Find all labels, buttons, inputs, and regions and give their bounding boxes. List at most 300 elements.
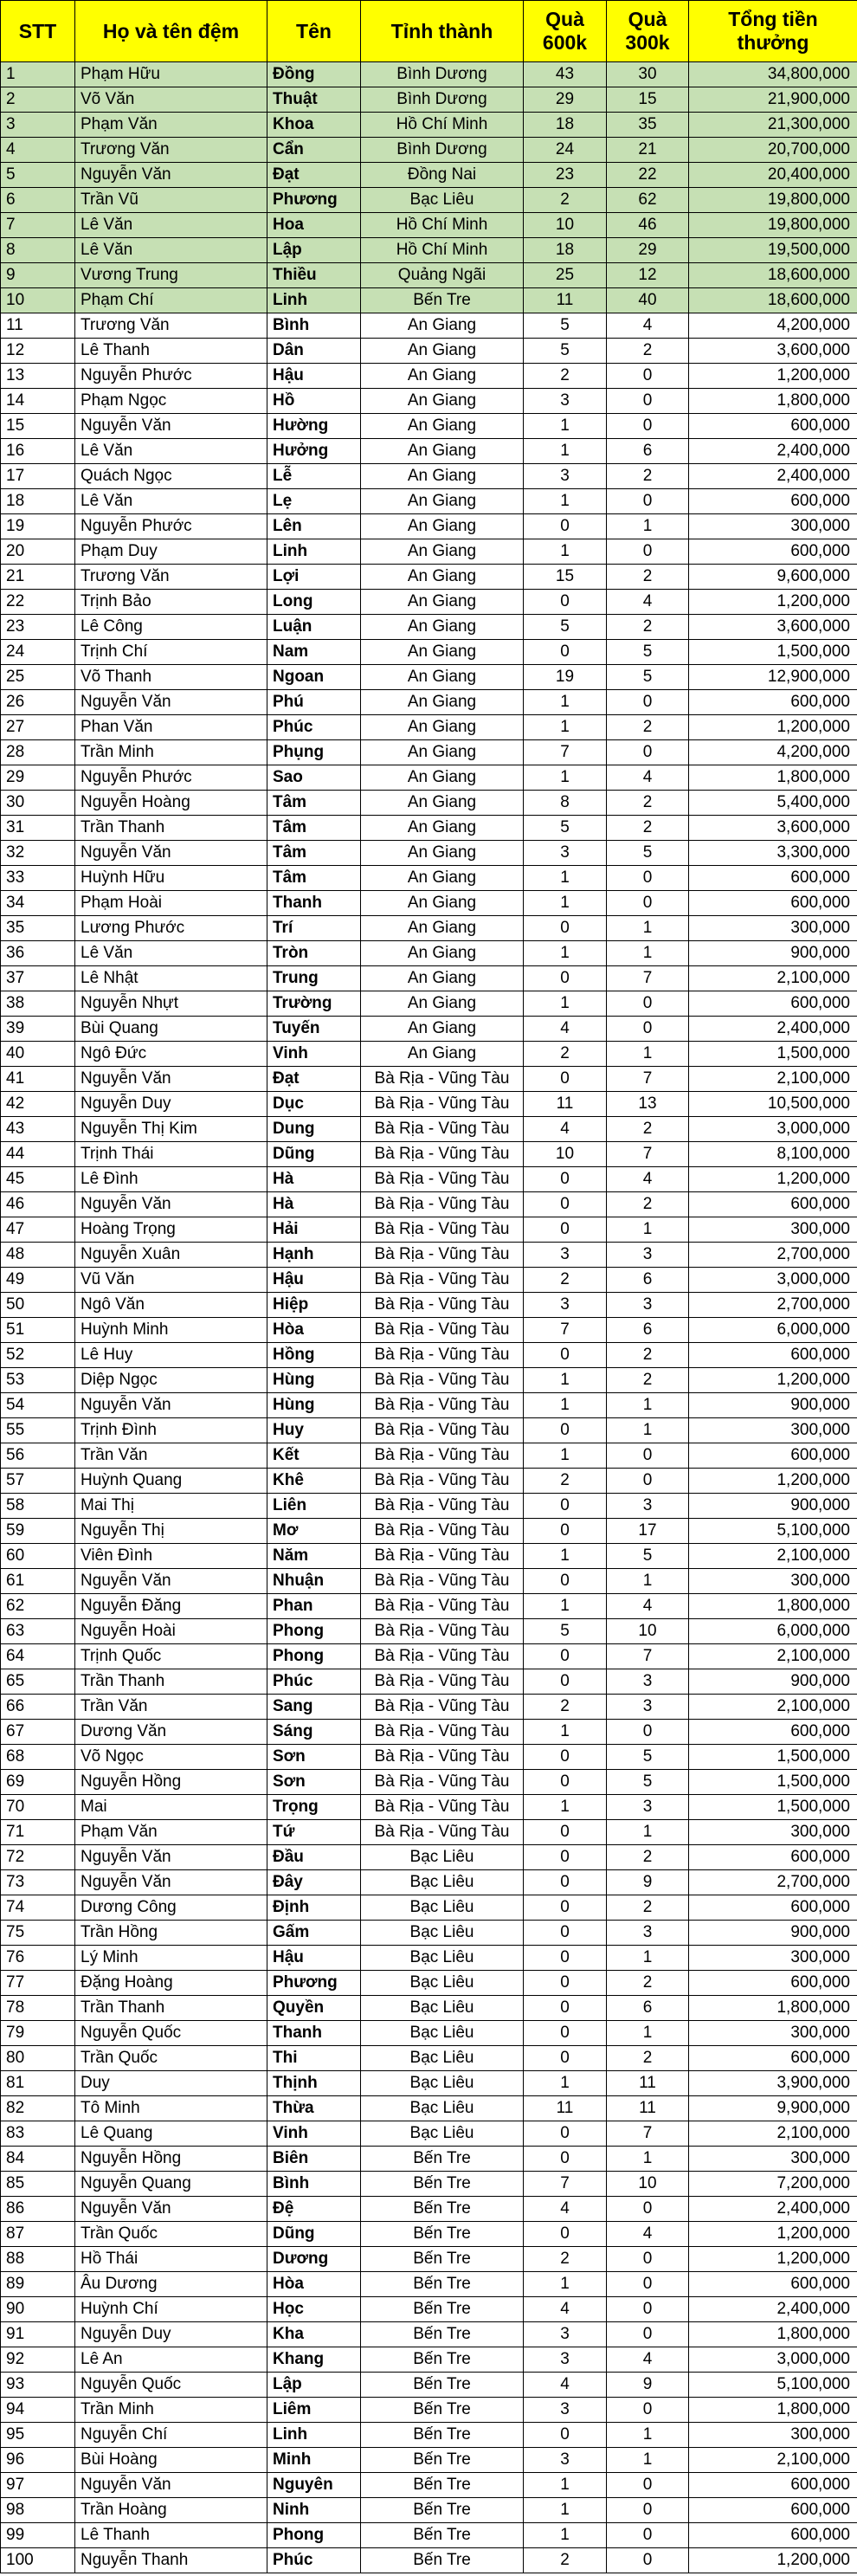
cell-gift-300k: 35 <box>607 113 689 138</box>
cell-stt: 64 <box>1 1644 75 1669</box>
cell-total-reward: 20,700,000 <box>689 138 857 163</box>
cell-gift-300k: 2 <box>607 1971 689 1996</box>
cell-middle-name: Viên Đình <box>75 1544 267 1569</box>
cell-total-reward: 2,100,000 <box>689 1644 857 1669</box>
cell-total-reward: 600,000 <box>689 2498 857 2523</box>
table-row <box>1 87 857 113</box>
cell-middle-name: Phạm Hữu <box>75 62 267 87</box>
cell-middle-name: Trần Văn <box>75 1443 267 1469</box>
cell-middle-name: Trịnh Đình <box>75 1418 267 1443</box>
cell-total-reward: 2,100,000 <box>689 1067 857 1092</box>
cell-first-name: Long <box>267 590 361 615</box>
cell-stt: 51 <box>1 1318 75 1343</box>
cell-middle-name: Trần Hoàng <box>75 2498 267 2523</box>
cell-middle-name: Nguyễn Thanh <box>75 2548 267 2573</box>
cell-middle-name: Nguyễn Văn <box>75 2197 267 2222</box>
table-row <box>1 2021 857 2046</box>
cell-total-reward: 900,000 <box>689 1494 857 1519</box>
cell-province: An Giang <box>361 414 524 439</box>
cell-gift-600k: 11 <box>524 1092 607 1117</box>
cell-total-reward: 2,400,000 <box>689 2197 857 2222</box>
cell-gift-300k: 0 <box>607 1720 689 1745</box>
cell-middle-name: Hồ Thái <box>75 2247 267 2272</box>
header-gift-300k: Quà 300k <box>607 1 689 62</box>
cell-gift-600k: 1 <box>524 439 607 464</box>
cell-middle-name: Huỳnh Minh <box>75 1318 267 1343</box>
cell-province: Bà Rịa - Vũng Tàu <box>361 1243 524 1268</box>
table-row <box>1 1519 857 1544</box>
cell-middle-name: Nguyễn Văn <box>75 1067 267 1092</box>
cell-gift-600k: 1 <box>524 539 607 565</box>
cell-gift-600k: 0 <box>524 1921 607 1946</box>
cell-middle-name: Phạm Văn <box>75 1820 267 1845</box>
cell-total-reward: 900,000 <box>689 941 857 966</box>
cell-province: Bến Tre <box>361 2423 524 2448</box>
cell-stt: 57 <box>1 1469 75 1494</box>
cell-province: Bạc Liêu <box>361 1895 524 1921</box>
cell-province: Bến Tre <box>361 288 524 313</box>
cell-province: Bà Rịa - Vũng Tàu <box>361 1343 524 1368</box>
table-row <box>1 1870 857 1895</box>
cell-first-name: Linh <box>267 2423 361 2448</box>
cell-stt: 40 <box>1 1042 75 1067</box>
cell-gift-600k: 2 <box>524 2548 607 2573</box>
cell-first-name: Kết <box>267 1443 361 1469</box>
cell-first-name: Lên <box>267 514 361 539</box>
table-row <box>1 891 857 916</box>
cell-stt: 84 <box>1 2147 75 2172</box>
cell-stt: 11 <box>1 313 75 339</box>
cell-province: Bạc Liêu <box>361 1996 524 2021</box>
table-row <box>1 1921 857 1946</box>
cell-middle-name: Trần Quốc <box>75 2046 267 2071</box>
cell-province: Bến Tre <box>361 2272 524 2297</box>
cell-middle-name: Võ Văn <box>75 87 267 113</box>
cell-gift-300k: 3 <box>607 1921 689 1946</box>
cell-gift-300k: 10 <box>607 2172 689 2197</box>
table-row <box>1 138 857 163</box>
cell-province: Bà Rịa - Vũng Tàu <box>361 1167 524 1192</box>
table-row <box>1 2096 857 2121</box>
table-row <box>1 2222 857 2247</box>
cell-gift-300k: 1 <box>607 916 689 941</box>
cell-province: An Giang <box>361 364 524 389</box>
cell-gift-600k: 1 <box>524 1795 607 1820</box>
cell-total-reward: 2,400,000 <box>689 464 857 489</box>
cell-middle-name: Diệp Ngọc <box>75 1368 267 1393</box>
cell-middle-name: Võ Thanh <box>75 665 267 690</box>
cell-stt: 25 <box>1 665 75 690</box>
cell-province: Bà Rịa - Vũng Tàu <box>361 1418 524 1443</box>
cell-first-name: Thừa <box>267 2096 361 2121</box>
cell-gift-300k: 30 <box>607 62 689 87</box>
cell-total-reward: 21,900,000 <box>689 87 857 113</box>
cell-gift-600k: 0 <box>524 1494 607 1519</box>
cell-stt: 62 <box>1 1594 75 1619</box>
cell-first-name: Sao <box>267 765 361 791</box>
cell-gift-300k: 0 <box>607 389 689 414</box>
table-row <box>1 1167 857 1192</box>
cell-gift-300k: 7 <box>607 2121 689 2147</box>
cell-first-name: Hiệp <box>267 1293 361 1318</box>
cell-stt: 8 <box>1 238 75 263</box>
cell-gift-600k: 3 <box>524 2398 607 2423</box>
cell-gift-600k: 0 <box>524 2121 607 2147</box>
table-row <box>1 339 857 364</box>
cell-gift-300k: 2 <box>607 464 689 489</box>
cell-first-name: Thanh <box>267 891 361 916</box>
cell-first-name: Tứ <box>267 1820 361 1845</box>
table-row <box>1 1192 857 1217</box>
cell-stt: 41 <box>1 1067 75 1092</box>
cell-middle-name: Lê Văn <box>75 439 267 464</box>
cell-gift-600k: 4 <box>524 1117 607 1142</box>
cell-total-reward: 600,000 <box>689 891 857 916</box>
cell-province: Bến Tre <box>361 2172 524 2197</box>
cell-gift-300k: 0 <box>607 2322 689 2347</box>
cell-first-name: Phong <box>267 1644 361 1669</box>
cell-gift-600k: 5 <box>524 615 607 640</box>
cell-total-reward: 5,400,000 <box>689 791 857 816</box>
table-row <box>1 966 857 991</box>
cell-stt: 44 <box>1 1142 75 1167</box>
table-row <box>1 1569 857 1594</box>
cell-first-name: Trường <box>267 991 361 1017</box>
cell-middle-name: Phạm Chí <box>75 288 267 313</box>
cell-gift-300k: 3 <box>607 1795 689 1820</box>
cell-total-reward: 600,000 <box>689 1971 857 1996</box>
cell-total-reward: 19,500,000 <box>689 238 857 263</box>
cell-province: An Giang <box>361 991 524 1017</box>
cell-gift-600k: 4 <box>524 2373 607 2398</box>
cell-middle-name: Trần Minh <box>75 740 267 765</box>
table-row <box>1 2297 857 2322</box>
table-row <box>1 1243 857 1268</box>
cell-stt: 27 <box>1 715 75 740</box>
cell-total-reward: 1,200,000 <box>689 2222 857 2247</box>
table-row <box>1 539 857 565</box>
cell-province: Bến Tre <box>361 2322 524 2347</box>
cell-province: Bà Rịa - Vũng Tàu <box>361 1268 524 1293</box>
cell-first-name: Hoa <box>267 213 361 238</box>
table-row <box>1 615 857 640</box>
table-row <box>1 941 857 966</box>
cell-province: An Giang <box>361 941 524 966</box>
cell-gift-600k: 2 <box>524 1042 607 1067</box>
cell-first-name: Vinh <box>267 1042 361 1067</box>
table-row <box>1 1318 857 1343</box>
cell-total-reward: 2,100,000 <box>689 1544 857 1569</box>
cell-province: Bến Tre <box>361 2297 524 2322</box>
cell-first-name: Hòa <box>267 2272 361 2297</box>
table-row <box>1 1820 857 1845</box>
cell-stt: 92 <box>1 2347 75 2373</box>
cell-gift-300k: 7 <box>607 966 689 991</box>
cell-stt: 65 <box>1 1669 75 1695</box>
cell-middle-name: Nguyễn Văn <box>75 163 267 188</box>
cell-total-reward: 2,700,000 <box>689 1243 857 1268</box>
cell-gift-300k: 3 <box>607 1669 689 1695</box>
cell-province: An Giang <box>361 389 524 414</box>
cell-stt: 23 <box>1 615 75 640</box>
cell-gift-300k: 4 <box>607 590 689 615</box>
cell-stt: 2 <box>1 87 75 113</box>
cell-middle-name: Dương Công <box>75 1895 267 1921</box>
cell-total-reward: 600,000 <box>689 690 857 715</box>
cell-first-name: Đạt <box>267 1067 361 1092</box>
cell-gift-300k: 0 <box>607 1469 689 1494</box>
cell-total-reward: 600,000 <box>689 1720 857 1745</box>
cell-middle-name: Quách Ngọc <box>75 464 267 489</box>
cell-province: An Giang <box>361 1017 524 1042</box>
cell-gift-600k: 0 <box>524 1519 607 1544</box>
cell-total-reward: 2,700,000 <box>689 1293 857 1318</box>
cell-stt: 3 <box>1 113 75 138</box>
cell-province: Bà Rịa - Vũng Tàu <box>361 1469 524 1494</box>
cell-middle-name: Nguyễn Văn <box>75 1192 267 1217</box>
table-row <box>1 1393 857 1418</box>
cell-province: Quảng Ngãi <box>361 263 524 288</box>
cell-stt: 46 <box>1 1192 75 1217</box>
cell-middle-name: Vũ Văn <box>75 1268 267 1293</box>
cell-gift-300k: 3 <box>607 1293 689 1318</box>
cell-gift-600k: 0 <box>524 1820 607 1845</box>
cell-total-reward: 2,400,000 <box>689 1017 857 1042</box>
cell-province: Hồ Chí Minh <box>361 213 524 238</box>
cell-gift-300k: 12 <box>607 263 689 288</box>
cell-gift-300k: 2 <box>607 1895 689 1921</box>
table-row <box>1 1544 857 1569</box>
cell-gift-600k: 0 <box>524 1669 607 1695</box>
cell-gift-600k: 0 <box>524 640 607 665</box>
table-row <box>1 565 857 590</box>
cell-stt: 78 <box>1 1996 75 2021</box>
cell-total-reward: 2,100,000 <box>689 2121 857 2147</box>
cell-stt: 97 <box>1 2473 75 2498</box>
cell-stt: 14 <box>1 389 75 414</box>
cell-province: An Giang <box>361 715 524 740</box>
table-row <box>1 1343 857 1368</box>
cell-gift-600k: 1 <box>524 2071 607 2096</box>
cell-first-name: Tâm <box>267 816 361 841</box>
table-row <box>1 2322 857 2347</box>
cell-middle-name: Âu Dương <box>75 2272 267 2297</box>
cell-province: Bà Rịa - Vũng Tàu <box>361 1293 524 1318</box>
cell-total-reward: 300,000 <box>689 514 857 539</box>
cell-gift-300k: 1 <box>607 1569 689 1594</box>
cell-province: An Giang <box>361 615 524 640</box>
cell-gift-300k: 1 <box>607 1820 689 1845</box>
cell-first-name: Kha <box>267 2322 361 2347</box>
cell-middle-name: Nguyễn Văn <box>75 2473 267 2498</box>
table-row <box>1 1745 857 1770</box>
cell-middle-name: Nguyễn Hoài <box>75 1619 267 1644</box>
cell-middle-name: Nguyễn Hoàng <box>75 791 267 816</box>
cell-middle-name: Nguyễn Quốc <box>75 2021 267 2046</box>
cell-province: Bà Rịa - Vũng Tàu <box>361 1745 524 1770</box>
cell-first-name: Sơn <box>267 1770 361 1795</box>
cell-stt: 19 <box>1 514 75 539</box>
cell-first-name: Ninh <box>267 2498 361 2523</box>
cell-total-reward: 600,000 <box>689 2473 857 2498</box>
cell-first-name: Trí <box>267 916 361 941</box>
cell-first-name: Đạt <box>267 163 361 188</box>
cell-province: Bà Rịa - Vũng Tàu <box>361 1720 524 1745</box>
cell-stt: 30 <box>1 791 75 816</box>
cell-middle-name: Lê Đình <box>75 1167 267 1192</box>
cell-province: Bình Dương <box>361 87 524 113</box>
cell-total-reward: 1,500,000 <box>689 1745 857 1770</box>
cell-total-reward: 3,600,000 <box>689 816 857 841</box>
cell-gift-600k: 4 <box>524 2197 607 2222</box>
cell-middle-name: Phạm Duy <box>75 539 267 565</box>
cell-gift-600k: 0 <box>524 1946 607 1971</box>
cell-total-reward: 1,200,000 <box>689 1167 857 1192</box>
cell-province: Bà Rịa - Vũng Tàu <box>361 1142 524 1167</box>
table-row <box>1 439 857 464</box>
cell-middle-name: Lê Thanh <box>75 339 267 364</box>
table-row <box>1 1217 857 1243</box>
cell-first-name: Hà <box>267 1167 361 1192</box>
cell-gift-300k: 4 <box>607 2347 689 2373</box>
cell-first-name: Linh <box>267 539 361 565</box>
cell-middle-name: Nguyễn Phước <box>75 765 267 791</box>
cell-gift-600k: 10 <box>524 213 607 238</box>
cell-stt: 99 <box>1 2523 75 2548</box>
cell-stt: 7 <box>1 213 75 238</box>
cell-middle-name: Lê Công <box>75 615 267 640</box>
cell-total-reward: 2,700,000 <box>689 1870 857 1895</box>
cell-first-name: Học <box>267 2297 361 2322</box>
cell-province: Bạc Liêu <box>361 188 524 213</box>
cell-stt: 12 <box>1 339 75 364</box>
cell-province: Bà Rịa - Vũng Tàu <box>361 1569 524 1594</box>
cell-middle-name: Bùi Hoàng <box>75 2448 267 2473</box>
cell-first-name: Hậu <box>267 1946 361 1971</box>
cell-middle-name: Lê Văn <box>75 489 267 514</box>
cell-gift-300k: 2 <box>607 565 689 590</box>
cell-province: An Giang <box>361 765 524 791</box>
cell-stt: 83 <box>1 2121 75 2147</box>
table-row <box>1 2398 857 2423</box>
cell-gift-600k: 8 <box>524 791 607 816</box>
cell-gift-300k: 4 <box>607 1594 689 1619</box>
cell-province: An Giang <box>361 966 524 991</box>
cell-middle-name: Trần Thanh <box>75 1996 267 2021</box>
cell-stt: 5 <box>1 163 75 188</box>
table-row <box>1 364 857 389</box>
table-row <box>1 1644 857 1669</box>
cell-first-name: Hồ <box>267 389 361 414</box>
table-row <box>1 791 857 816</box>
cell-first-name: Tròn <box>267 941 361 966</box>
cell-gift-600k: 1 <box>524 2473 607 2498</box>
cell-gift-300k: 0 <box>607 866 689 891</box>
cell-gift-600k: 1 <box>524 489 607 514</box>
cell-gift-600k: 43 <box>524 62 607 87</box>
cell-gift-300k: 0 <box>607 2548 689 2573</box>
cell-first-name: Sáng <box>267 1720 361 1745</box>
cell-middle-name: Trần Thanh <box>75 1669 267 1695</box>
cell-stt: 63 <box>1 1619 75 1644</box>
cell-stt: 10 <box>1 288 75 313</box>
cell-total-reward: 600,000 <box>689 866 857 891</box>
cell-province: An Giang <box>361 339 524 364</box>
cell-gift-600k: 29 <box>524 87 607 113</box>
table-row <box>1 1669 857 1695</box>
cell-middle-name: Lê Quang <box>75 2121 267 2147</box>
cell-gift-300k: 6 <box>607 1318 689 1343</box>
table-row <box>1 2548 857 2573</box>
cell-total-reward: 300,000 <box>689 1217 857 1243</box>
cell-stt: 1 <box>1 62 75 87</box>
cell-province: Bến Tre <box>361 2548 524 2573</box>
cell-stt: 93 <box>1 2373 75 2398</box>
cell-middle-name: Tô Minh <box>75 2096 267 2121</box>
cell-total-reward: 7,200,000 <box>689 2172 857 2197</box>
cell-middle-name: Hoàng Trọng <box>75 1217 267 1243</box>
cell-gift-300k: 0 <box>607 414 689 439</box>
cell-stt: 50 <box>1 1293 75 1318</box>
cell-total-reward: 600,000 <box>689 991 857 1017</box>
cell-middle-name: Trần Minh <box>75 2398 267 2423</box>
cell-stt: 45 <box>1 1167 75 1192</box>
table-row <box>1 1996 857 2021</box>
cell-province: Bà Rịa - Vũng Tàu <box>361 1770 524 1795</box>
cell-province: Bà Rịa - Vũng Tàu <box>361 1368 524 1393</box>
cell-stt: 32 <box>1 841 75 866</box>
cell-gift-300k: 46 <box>607 213 689 238</box>
cell-province: Bà Rịa - Vũng Tàu <box>361 1695 524 1720</box>
cell-total-reward: 5,100,000 <box>689 2373 857 2398</box>
cell-total-reward: 1,200,000 <box>689 715 857 740</box>
cell-total-reward: 12,900,000 <box>689 665 857 690</box>
cell-first-name: Nam <box>267 640 361 665</box>
cell-gift-600k: 0 <box>524 1217 607 1243</box>
cell-province: Bà Rịa - Vũng Tàu <box>361 1192 524 1217</box>
cell-province: Bà Rịa - Vũng Tàu <box>361 1217 524 1243</box>
cell-gift-300k: 2 <box>607 791 689 816</box>
cell-stt: 75 <box>1 1921 75 1946</box>
cell-gift-300k: 1 <box>607 2021 689 2046</box>
cell-stt: 74 <box>1 1895 75 1921</box>
cell-gift-300k: 0 <box>607 991 689 1017</box>
cell-first-name: Hòa <box>267 1318 361 1343</box>
table-row <box>1 1494 857 1519</box>
cell-total-reward: 600,000 <box>689 414 857 439</box>
cell-total-reward: 600,000 <box>689 1192 857 1217</box>
table-row <box>1 1695 857 1720</box>
cell-first-name: Cẩn <box>267 138 361 163</box>
table-row <box>1 163 857 188</box>
cell-first-name: Biên <box>267 2147 361 2172</box>
cell-first-name: Phan <box>267 1594 361 1619</box>
header-province: Tỉnh thành <box>361 1 524 62</box>
cell-province: Bến Tre <box>361 2448 524 2473</box>
cell-middle-name: Vương Trung <box>75 263 267 288</box>
cell-stt: 20 <box>1 539 75 565</box>
cell-middle-name: Nguyễn Quang <box>75 2172 267 2197</box>
cell-total-reward: 2,400,000 <box>689 439 857 464</box>
cell-province: Bà Rịa - Vũng Tàu <box>361 1117 524 1142</box>
table-row <box>1 1594 857 1619</box>
cell-province: An Giang <box>361 816 524 841</box>
cell-first-name: Tâm <box>267 791 361 816</box>
cell-gift-300k: 62 <box>607 188 689 213</box>
cell-gift-600k: 2 <box>524 1695 607 1720</box>
cell-stt: 90 <box>1 2297 75 2322</box>
cell-first-name: Trọng <box>267 1795 361 1820</box>
